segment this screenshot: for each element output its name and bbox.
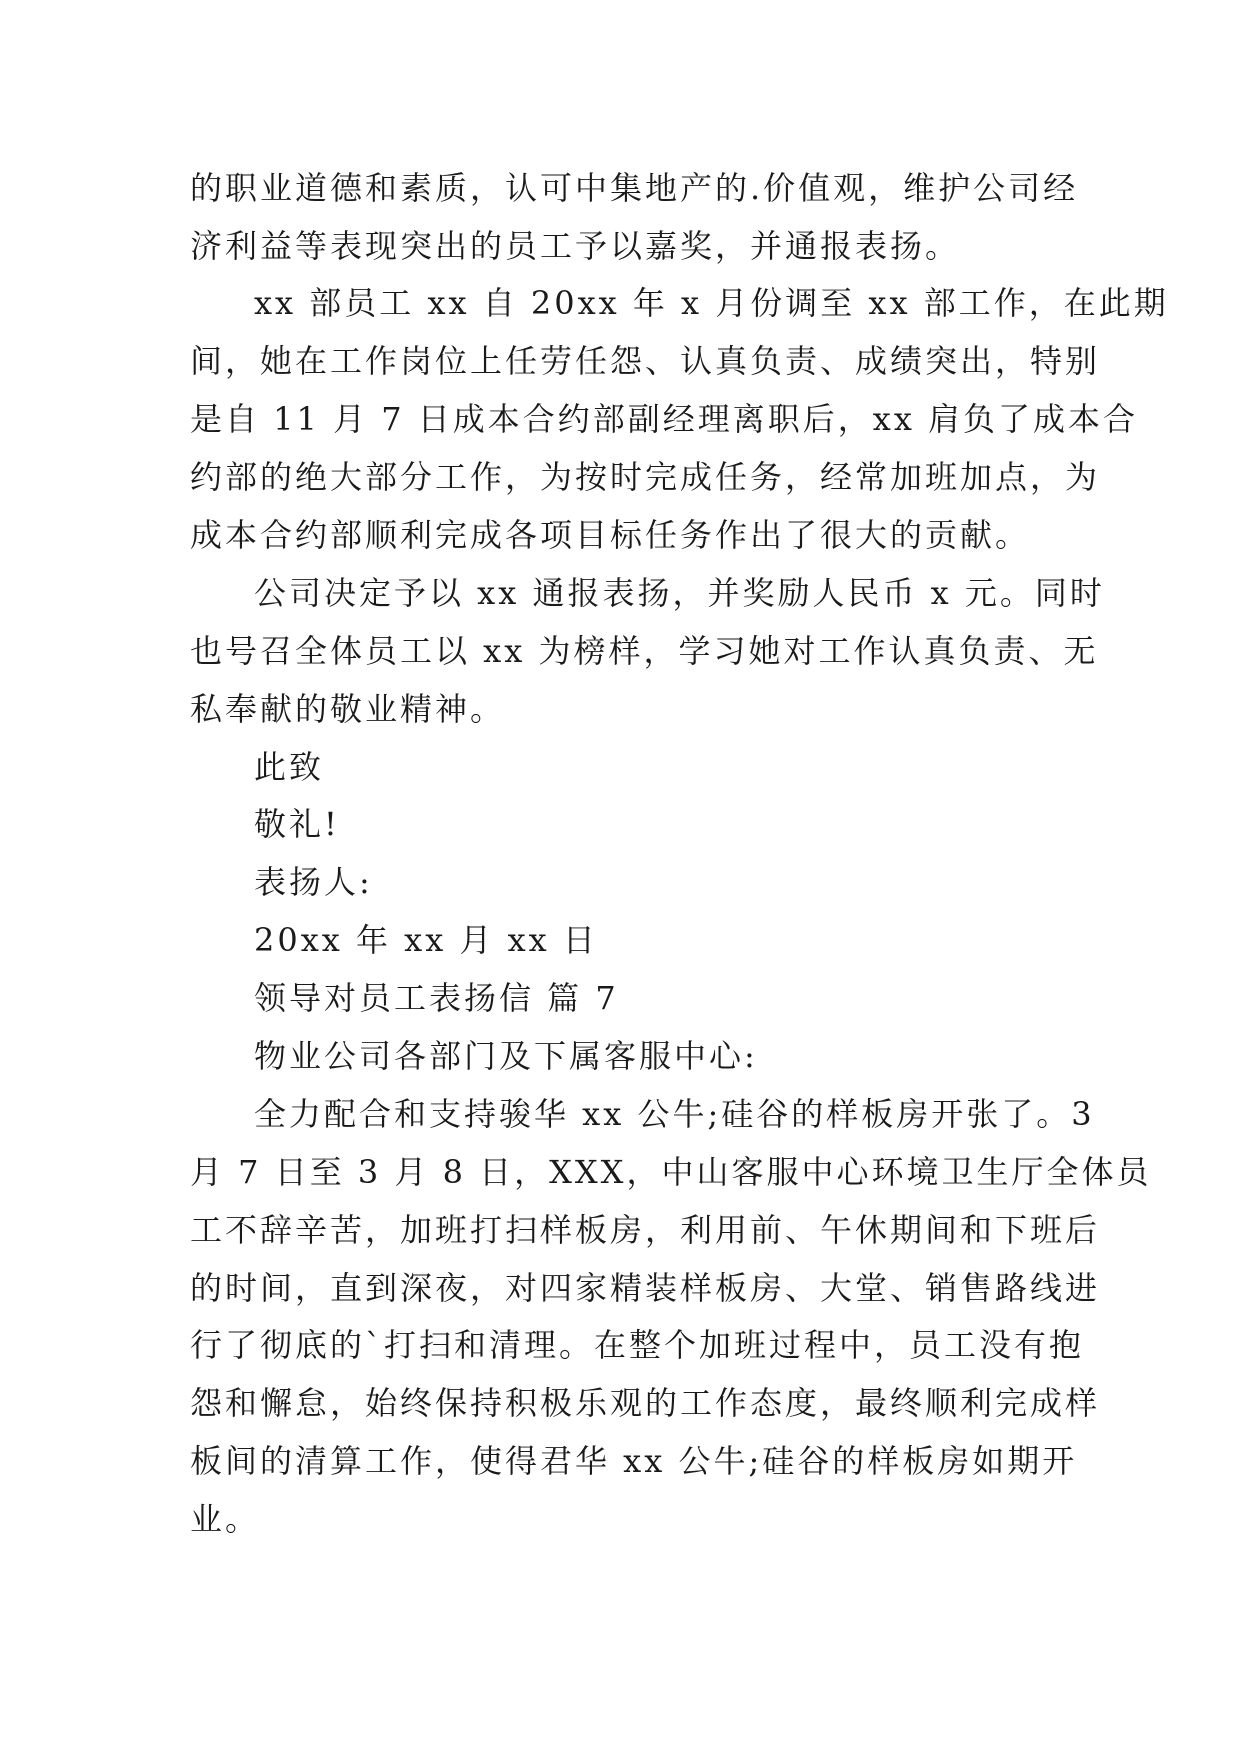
text-line: 也号召全体员工以 xx 为榜样，学习她对工作认真负责、无 [190, 632, 1099, 670]
text-line: 板间的清算工作，使得君华 xx 公牛;硅谷的样板房如期开 [190, 1442, 1078, 1480]
date-line: 20xx 年 xx 月 xx 日 [254, 921, 598, 959]
closing-salutation: 此致 [254, 748, 325, 786]
paragraph-start: xx 部员工 xx 自 20xx 年 x 月份调至 xx 部工作，在此期 [254, 284, 1169, 322]
text-line: 行了彻底的`打扫和清理。在整个加班过程中，员工没有抱 [190, 1326, 1085, 1364]
text-line: 约部的绝大部分工作，为按时完成任务，经常加班加点，为 [190, 458, 1101, 496]
paragraph-start: 公司决定予以 xx 通报表扬，并奖励人民币 x 元。同时 [254, 574, 1105, 612]
closing-regards: 敬礼! [254, 805, 340, 843]
text-line: 的时间，直到深夜，对四家精装样板房、大堂、销售路线进 [190, 1269, 1101, 1307]
text-line: 间，她在工作岗位上任劳任怨、认真负责、成绩突出，特别 [190, 342, 1101, 380]
text-line: 工不辞辛苦，加班打扫样板房，利用前、午休期间和下班后 [190, 1211, 1101, 1249]
text-line: 私奉献的敬业精神。 [190, 690, 506, 728]
text-line: 是自 11 月 7 日成本合约部副经理离职后，xx 肩负了成本合 [190, 400, 1139, 438]
text-line: 怨和懈怠，始终保持积极乐观的工作态度，最终顺利完成样 [190, 1384, 1101, 1422]
paragraph-start: 全力配合和支持骏华 xx 公牛;硅谷的样板房开张了。3 [254, 1095, 1095, 1133]
text-line: 的职业道德和素质，认可中集地产的.价值观，维护公司经 [190, 169, 1079, 207]
text-line: 业。 [190, 1500, 261, 1538]
text-line: 成本合约部顺利完成各项目标任务作出了很大的贡献。 [190, 516, 1031, 554]
text-line: 济利益等表现突出的员工予以嘉奖，并通报表扬。 [190, 227, 961, 265]
section-title: 领导对员工表扬信 篇 7 [254, 979, 619, 1017]
text-line: 月 7 日至 3 月 8 日，XXX，中山客服中心环境卫生厅全体员 [190, 1153, 1152, 1191]
recipient-line: 物业公司各部门及下属客服中心: [254, 1037, 758, 1075]
signer-label: 表扬人: [254, 863, 373, 901]
